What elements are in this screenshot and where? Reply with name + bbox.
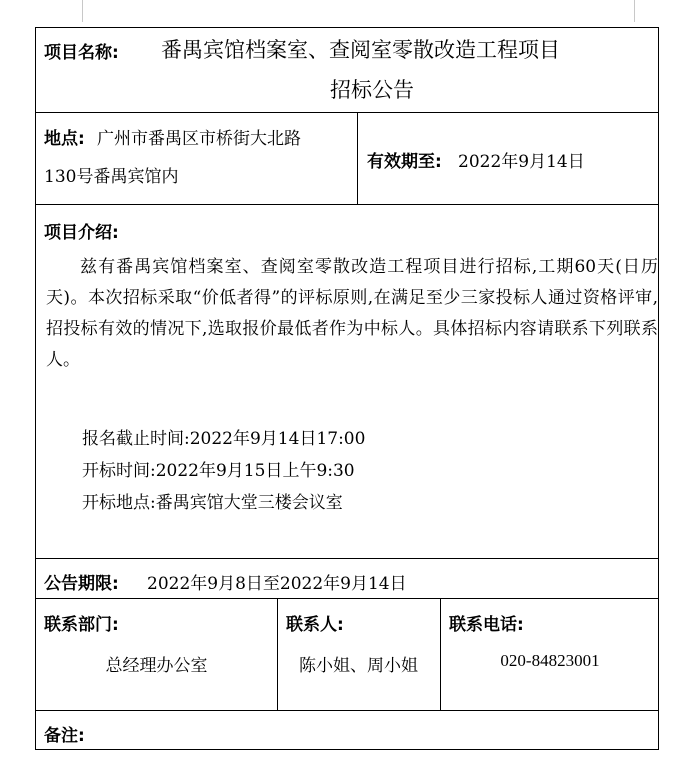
phone-value: 020-84823001 xyxy=(500,651,600,670)
contact-row xyxy=(36,599,658,711)
project-name-row xyxy=(36,28,658,113)
contact-person-value: 陈小姐、周小姐 xyxy=(299,656,418,676)
notice-period-label: 公告期限: xyxy=(44,574,119,594)
project-name-line1: 番禺宾馆档案室、查阅室零散改造工程项目 xyxy=(161,38,560,62)
remarks-label: 备注: xyxy=(44,726,85,746)
location-row xyxy=(36,113,658,205)
project-name-line2: 招标公告 xyxy=(330,78,414,102)
validity-label: 有效期至: xyxy=(367,152,442,172)
bid-opening-time: 开标时间:2022年9月15日上午9:30 xyxy=(82,461,355,481)
department-value: 总经理办公室 xyxy=(105,656,208,676)
location-divider xyxy=(357,113,358,204)
validity-value: 2022年9月14日 xyxy=(458,152,585,172)
intro-label: 项目介绍: xyxy=(44,223,119,243)
registration-deadline: 报名截止时间:2022年9月14日17:00 xyxy=(82,429,366,449)
remarks-row xyxy=(36,711,658,751)
tender-notice-table xyxy=(35,27,659,750)
intro-paragraph: 兹有番禺宾馆档案室、查阅室零散改造工程项目进行招标,工期60天(日历天)。本次招标采取“价低者得”的评标原则,在满足至少三家投标人通过资格评审,招投标有效的情况下,选取报价最低者作为中标人。具体招标内容请联系下列联系人。 xyxy=(46,257,658,370)
notice-period-value: 2022年9月8日至2022年9月14日 xyxy=(147,574,407,594)
intro-row xyxy=(36,205,658,559)
location-line2: 130号番禺宾馆内 xyxy=(44,167,179,187)
department-label: 联系部门: xyxy=(44,615,119,635)
crop-mark-top-left xyxy=(82,0,83,22)
location-line1: 广州市番禺区市桥街大北路 xyxy=(97,129,301,149)
project-name-label: 项目名称: xyxy=(44,43,119,63)
contact-person-label: 联系人: xyxy=(286,615,344,635)
crop-mark-top-right xyxy=(634,0,635,22)
location-label: 地点: xyxy=(44,129,85,149)
notice-period-row xyxy=(36,559,658,599)
phone-label: 联系电话: xyxy=(449,615,524,635)
bid-opening-place: 开标地点:番禺宾馆大堂三楼会议室 xyxy=(82,493,343,513)
